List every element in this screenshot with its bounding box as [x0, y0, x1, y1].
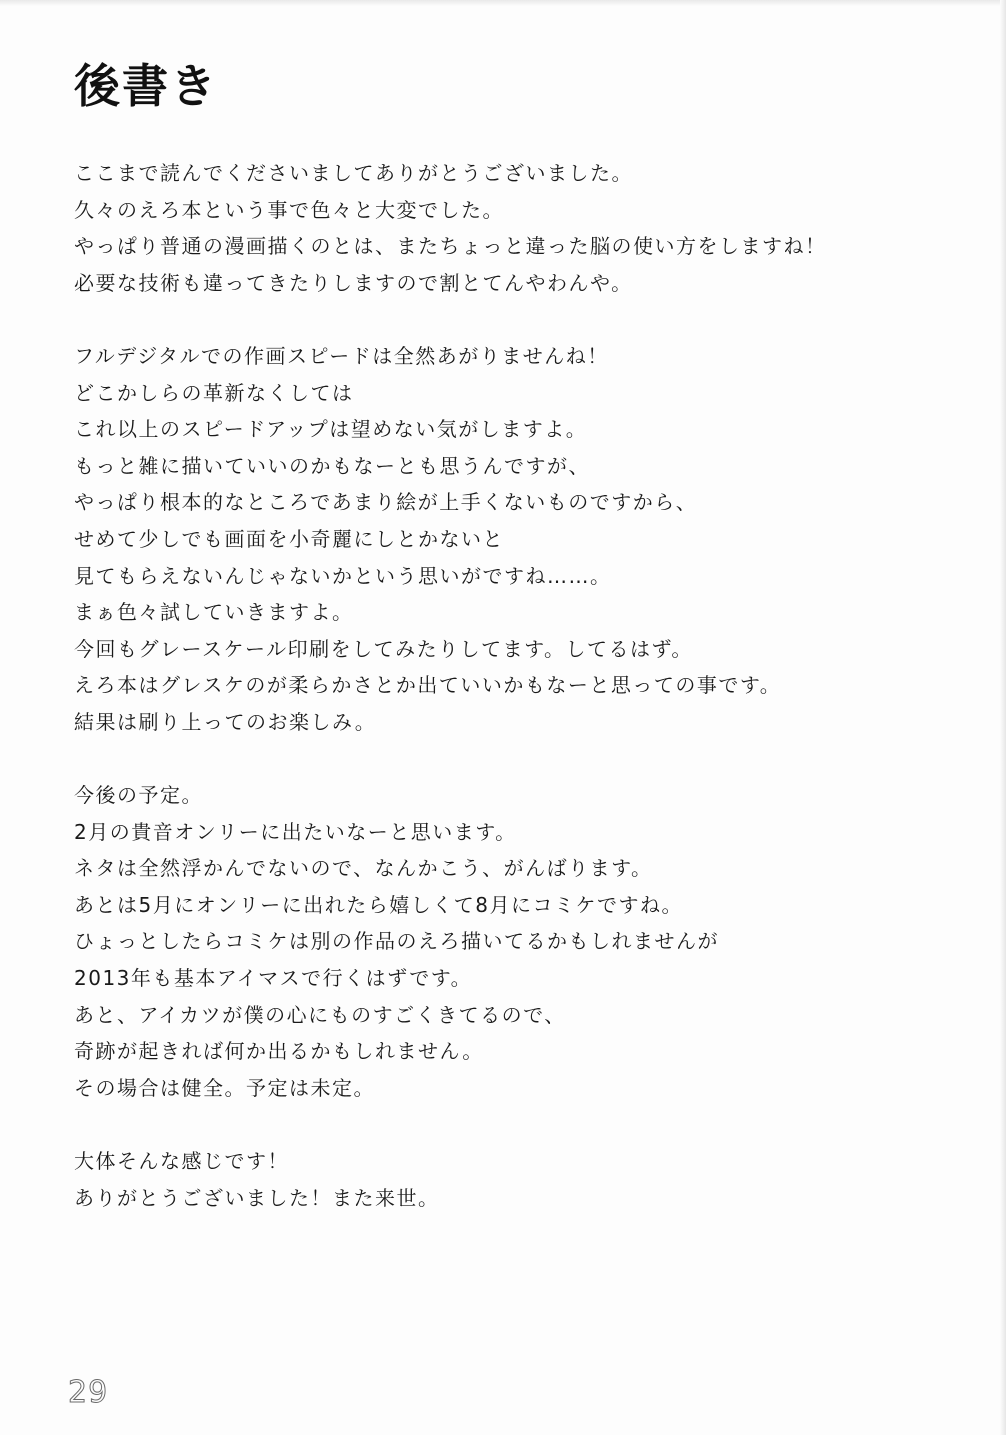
paragraph-gap: [74, 301, 954, 338]
text-line: 今回もグレースケール印刷をしてみたりしてます。してるはず。: [74, 636, 693, 661]
text-line: もっと雑に描いていいのかもなーとも思うんですが、: [74, 453, 590, 478]
paragraph-closing: [74, 1143, 954, 1216]
text-line: 必要な技術も違ってきたりしますので割とてんやわんや。: [74, 270, 633, 295]
paragraph-gap: [74, 741, 954, 778]
text-line: あとは5月にオンリーに出れたら嬉しくて8月にコミケですね。: [74, 892, 683, 917]
page-edge-shadow-right: [1000, 0, 1006, 1435]
text-line: ありがとうございました！また来世。: [74, 1185, 440, 1210]
paragraph-drawing-speed: [74, 338, 954, 741]
text-line: フルデジタルでの作画スピードは全然あがりませんね！: [74, 343, 609, 368]
text-line: やっぱり普通の漫画描くのとは、またちょっと違った脳の使い方をしますね！: [74, 234, 827, 259]
text-line: ネタは全然浮かんでないので、なんかこう、がんばります。: [74, 856, 653, 881]
paragraph-thanks: [74, 155, 954, 301]
page-edge-shadow-top: [0, 0, 1006, 6]
text-line: やっぱり根本的なところであまり絵が上手くないものですから、: [74, 490, 698, 515]
text-line: 2013年も基本アイマスで行くはずです。: [74, 966, 473, 991]
page-title: 後書き: [74, 59, 218, 113]
text-line: 奇跡が起きれば何か出るかもしれません。: [74, 1039, 484, 1064]
text-line: ここまで読んでくださいましてありがとうございました。: [74, 161, 633, 185]
text-line: 久々のえろ本という事で色々と大変でした。: [74, 197, 504, 222]
page-number: 29: [68, 1375, 109, 1410]
text-line: 大体そんな感じです！: [74, 1149, 289, 1174]
text-line: 見てもらえないんじゃないかという思いがですね……。: [74, 563, 612, 588]
afterword-body: [74, 155, 954, 1216]
text-line: 2月の貴音オンリーに出たいなーと思います。: [74, 819, 517, 844]
text-line: どこかしらの革新なくしては: [74, 380, 354, 405]
text-line: ひょっとしたらコミケは別の作品のえろ描いてるかもしれませんが: [74, 929, 719, 954]
text-line: これ以上のスピードアップは望めない気がしますよ。: [74, 417, 588, 442]
text-line: 結果は刷り上ってのお楽しみ。: [74, 709, 377, 734]
text-line: 今後の予定。: [74, 783, 203, 808]
text-line: えろ本はグレスケのが柔らかさとか出ていいかもなーと思っての事です。: [74, 673, 782, 698]
text-line: あと、アイカツが僕の心にものすごくきてるので、: [74, 1002, 566, 1027]
text-line: まぁ色々試していきますよ。: [74, 600, 354, 625]
paragraph-future-plans: [74, 777, 954, 1106]
text-line: せめて少しでも画面を小奇麗にしとかないと: [74, 526, 504, 551]
text-line: その場合は健全。予定は未定。: [74, 1075, 375, 1100]
paragraph-gap: [74, 1106, 954, 1143]
